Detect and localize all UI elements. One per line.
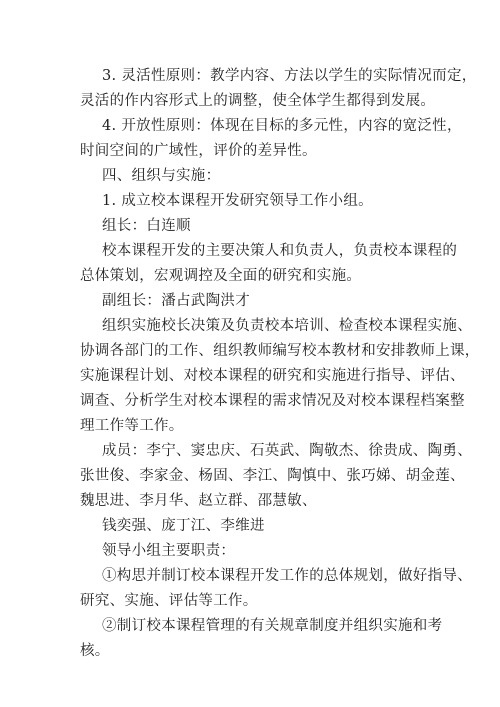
- duty-1-line-1: ①构思并制订校本课程开发工作的总体规划，做好指导、: [102, 568, 472, 584]
- principle-3-line-2: 灵活的作内容形式上的调整，使全体学生都得到发展。: [80, 93, 436, 109]
- leader-duty-line-1: 校本课程开发的主要决策人和负责人，负责校本课程的: [102, 243, 458, 259]
- members-line-2: 张世俊、李家金、杨固、李江、陶慎中、张巧娣、胡金莲、: [80, 468, 465, 484]
- deputy-duty-line-1: 组织实施校长决策及负责校本培训、检查校本课程实施、: [102, 318, 472, 334]
- members-line-4: 钱奕强、庞丁江、李维进: [102, 518, 265, 534]
- members-line-1: 成员：李宁、窦忠庆、石英武、陶敬杰、徐贵成、陶勇、: [102, 443, 472, 459]
- principle-3-line-1: 3. 灵活性原则：教学内容、方法以学生的实际情况而定，: [102, 68, 477, 84]
- deputy-duty-line-3: 实施课程计划、对校本课程的研究和实施进行指导、评估、: [80, 368, 465, 384]
- duty-2-line-1: ②制订校本课程管理的有关规章制度并组织实施和考: [102, 618, 443, 634]
- deputy-duty-line-4: 调查、分析学生对校本课程的需求情况及对校本课程档案整: [80, 393, 465, 409]
- leader-duty-line-2: 总体策划，宏观调控及全面的研究和实施。: [80, 268, 362, 284]
- deputy-duty-line-5: 理工作等工作。: [80, 418, 184, 434]
- section-heading: 四、组织与实施：: [102, 168, 221, 184]
- deputy-duty-line-2: 协调各部门的工作、组织教师编写校本教材和安排教师上课，: [80, 343, 480, 359]
- deputy-leader-line: 副组长：潘占武陶洪才: [102, 293, 250, 309]
- principle-4-line-1: 4. 开放性原则：体现在目标的多元性，内容的宽泛性，: [102, 118, 462, 134]
- leader-line: 组长：白连顺: [102, 218, 191, 234]
- item-1-heading: 1. 成立校本课程开发研究领导工作小组。: [102, 193, 373, 209]
- duty-2-line-2: 核。: [80, 643, 110, 659]
- duties-heading: 领导小组主要职责：: [102, 543, 236, 559]
- duty-1-line-2: 研究、实施、评估等工作。: [80, 593, 258, 609]
- members-line-3: 魏思进、李月华、赵立群、邵慧敏、: [80, 493, 317, 509]
- principle-4-line-2: 时间空间的广域性，评价的差异性。: [80, 143, 317, 159]
